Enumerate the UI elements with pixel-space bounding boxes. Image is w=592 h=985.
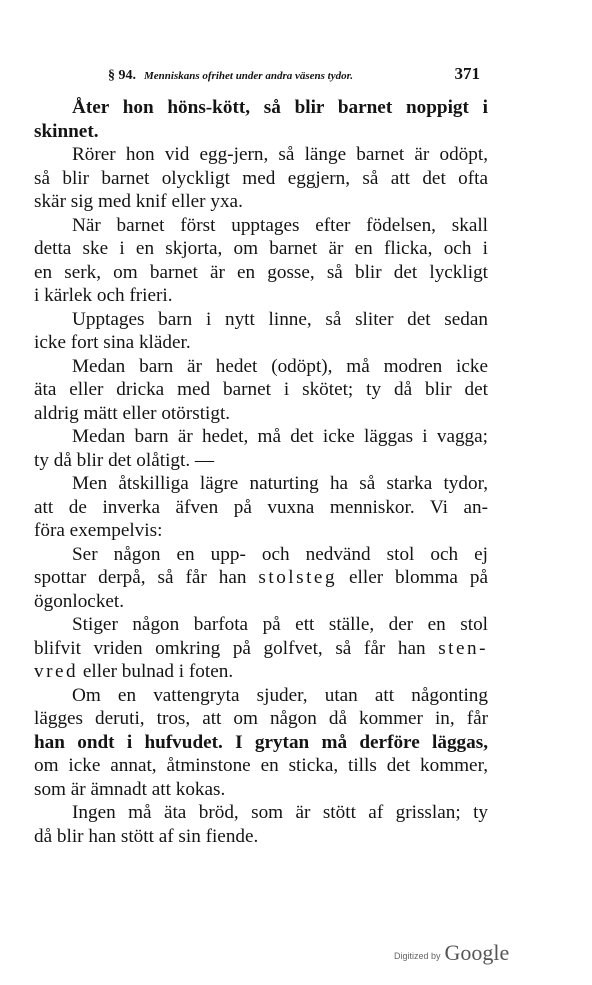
section-number: § 94. bbox=[108, 68, 136, 83]
text-line: skär sig med knif eller yxa. bbox=[34, 191, 243, 212]
text-line: detta ske i en skjorta, om barnet är en flicka, och i bbox=[34, 238, 488, 259]
running-header bbox=[108, 64, 480, 84]
text-line: som är ämnadt att kokas. bbox=[34, 778, 226, 800]
text-segment: eller blomma på bbox=[349, 567, 489, 588]
text-line: Men åtskilliga lägre naturting ha så starka tydor, bbox=[72, 473, 488, 494]
text-line: en serk, om barnet är en gosse, så blir det lyckligt bbox=[34, 261, 488, 283]
text-line: Medan barn är hedet, må det icke läggas i vagga; bbox=[72, 426, 488, 447]
text-line bbox=[34, 566, 488, 590]
text-line: så blir barnet olyckligt med eggjern, så att det ofta bbox=[34, 167, 488, 189]
page-number: 371 bbox=[454, 64, 480, 83]
text-line: När barnet först upptages efter födelsen, skall bbox=[72, 214, 488, 236]
text-line: Stiger någon barfota på ett ställe, der en stol bbox=[72, 614, 488, 635]
text-segment: blifvit vriden omkring på golfvet, så får han bbox=[34, 637, 426, 659]
text-line: om icke annat, åtminstone en sticka, tills det kommer, bbox=[34, 755, 488, 776]
spaced-term: vred bbox=[34, 661, 79, 682]
text-line: ögonlocket. bbox=[34, 590, 125, 612]
text-line: Ingen må äta bröd, som är stött af grisslan; ty bbox=[72, 802, 488, 823]
text-line: i kärlek och frieri. bbox=[34, 285, 173, 306]
text-line: Medan barn är hedet (odöpt), må modren icke bbox=[72, 355, 488, 377]
text-line: att de inverka äfven på vuxna menniskor. Vi an- bbox=[34, 496, 488, 518]
spaced-term: stolsteg bbox=[258, 567, 338, 588]
text-line bbox=[34, 637, 488, 661]
text-line: Åter hon höns-kött, så blir barnet noppigt i bbox=[72, 97, 488, 118]
text-segment: spottar derpå, så får han bbox=[34, 567, 247, 588]
text-line: Upptages barn i nytt linne, så sliter det sedan bbox=[72, 308, 488, 330]
google-logo: Google bbox=[444, 940, 510, 965]
text-line: icke fort sina kläder. bbox=[34, 332, 191, 353]
body-text bbox=[34, 96, 488, 848]
text-line: Om en vattengryta sjuder, utan att någonting bbox=[72, 684, 488, 706]
text-line: Rörer hon vid egg-jern, så länge barnet är odöpt, bbox=[72, 144, 488, 165]
text-line: lägges deruti, tros, att om någon då kommer in, får bbox=[34, 708, 488, 729]
text-segment: eller bulnad i foten. bbox=[82, 661, 234, 682]
spaced-term: sten- bbox=[438, 637, 488, 659]
text-line: äta eller dricka med barnet i skötet; ty då blir det bbox=[34, 379, 488, 400]
text-line: aldrig mätt eller otörstigt. bbox=[34, 402, 231, 424]
text-line: han ondt i hufvudet. I grytan må derföre läggas, bbox=[34, 731, 488, 753]
text-line: föra exempelvis: bbox=[34, 520, 163, 541]
digitized-by-label: Digitized by bbox=[394, 951, 441, 961]
text-line: Ser någon en upp- och nedvänd stol och ej bbox=[72, 543, 488, 565]
text-line bbox=[34, 660, 488, 684]
text-line: ty då blir det olåtigt. — bbox=[34, 449, 215, 471]
digitized-watermark bbox=[394, 940, 509, 966]
text-line: skinnet. bbox=[34, 120, 99, 142]
running-title: Menniskans ofrihet under andra väsens tydor. bbox=[144, 70, 354, 82]
text-line: då blir han stött af sin fiende. bbox=[34, 825, 259, 847]
